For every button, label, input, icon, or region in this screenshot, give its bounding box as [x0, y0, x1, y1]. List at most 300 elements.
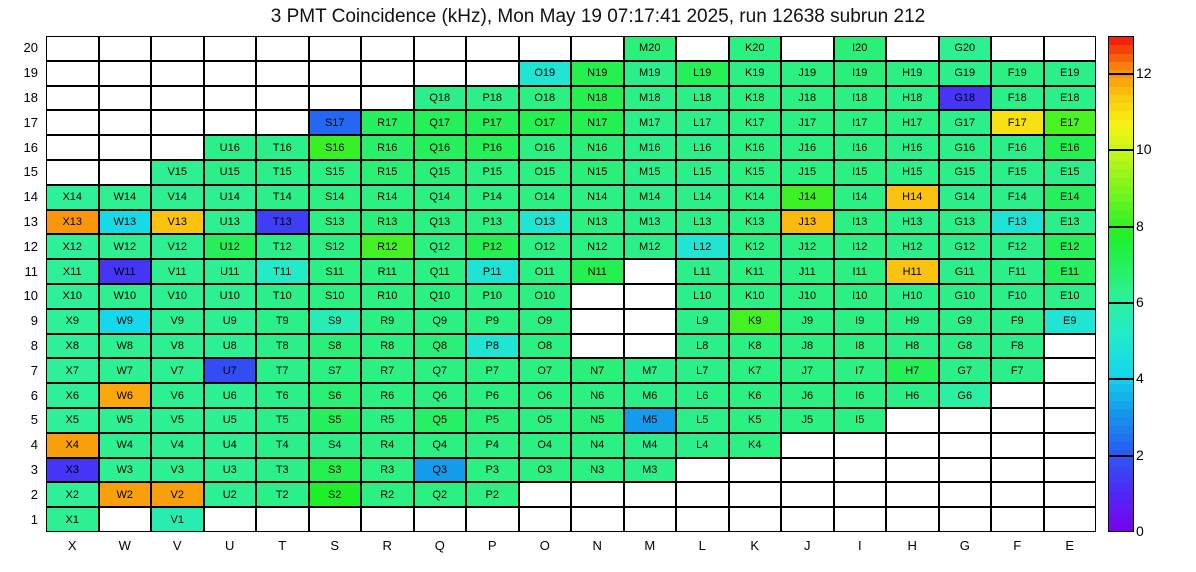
- heatmap-cell-f7: F7: [991, 358, 1044, 383]
- heatmap-cell-i5: I5: [834, 408, 887, 433]
- heatmap-cell-i7: I7: [834, 358, 887, 383]
- heatmap-cell-u3: U3: [204, 458, 257, 483]
- heatmap-cell-q10: Q10: [414, 284, 467, 309]
- heatmap-cell-k14: K14: [729, 185, 782, 210]
- heatmap-cell-r17: R17: [361, 110, 414, 135]
- x-tick-V: V: [172, 538, 182, 553]
- colorbar-tick-mark-4: [1108, 378, 1134, 380]
- heatmap-cell-w2: W2: [99, 482, 152, 507]
- heatmap-cell-h19: H19: [886, 61, 939, 86]
- heatmap-cell-k19: K19: [729, 61, 782, 86]
- heatmap-cell-p7: P7: [466, 358, 519, 383]
- heatmap-cell: [991, 482, 1044, 507]
- heatmap-cell-l8: L8: [676, 334, 729, 359]
- heatmap-cell: [1044, 458, 1097, 483]
- heatmap-cell: [676, 36, 729, 61]
- heatmap-cell-k20: K20: [729, 36, 782, 61]
- heatmap-cell-n13: N13: [571, 210, 624, 235]
- heatmap-cell: [151, 110, 204, 135]
- heatmap-cell: [519, 507, 572, 532]
- heatmap-cell-u16: U16: [204, 135, 257, 160]
- heatmap-cell: [624, 309, 677, 334]
- heatmap-cell-l11: L11: [676, 259, 729, 284]
- colorbar-segment: [1109, 525, 1133, 532]
- heatmap-cell-t14: T14: [256, 185, 309, 210]
- heatmap-cell-f19: F19: [991, 61, 1044, 86]
- x-tick-U: U: [225, 538, 235, 553]
- heatmap-cell-w13: W13: [99, 210, 152, 235]
- heatmap-cell-r7: R7: [361, 358, 414, 383]
- heatmap-cell: [571, 36, 624, 61]
- heatmap-cell: [46, 135, 99, 160]
- heatmap-cell-e12: E12: [1044, 234, 1097, 259]
- y-tick-19: 19: [23, 65, 38, 81]
- heatmap-cell-f11: F11: [991, 259, 1044, 284]
- heatmap-cell-g7: G7: [939, 358, 992, 383]
- heatmap-cell-q17: Q17: [414, 110, 467, 135]
- heatmap-cell: [256, 110, 309, 135]
- heatmap-cell-i20: I20: [834, 36, 887, 61]
- heatmap-cell-m17: M17: [624, 110, 677, 135]
- heatmap-cell-i9: I9: [834, 309, 887, 334]
- heatmap-cell-n12: N12: [571, 234, 624, 259]
- heatmap-cell-g8: G8: [939, 334, 992, 359]
- heatmap-cell: [1044, 433, 1097, 458]
- heatmap-cell-l10: L10: [676, 284, 729, 309]
- x-tick-P: P: [487, 538, 497, 553]
- heatmap-cell-s17: S17: [309, 110, 362, 135]
- heatmap-cell-l18: L18: [676, 86, 729, 111]
- heatmap-cell-u14: U14: [204, 185, 257, 210]
- heatmap-cell-k5: K5: [729, 408, 782, 433]
- heatmap-cell-t2: T2: [256, 482, 309, 507]
- heatmap-cell-h15: H15: [886, 160, 939, 185]
- heatmap-cell-k11: K11: [729, 259, 782, 284]
- heatmap-cell: [939, 408, 992, 433]
- heatmap-cell-m7: M7: [624, 358, 677, 383]
- heatmap-cell-u8: U8: [204, 334, 257, 359]
- heatmap-cell-p13: P13: [466, 210, 519, 235]
- heatmap-cell-j12: J12: [781, 234, 834, 259]
- heatmap-cell-m13: M13: [624, 210, 677, 235]
- heatmap-cell-q4: Q4: [414, 433, 467, 458]
- heatmap-cell-f12: F12: [991, 234, 1044, 259]
- x-tick-J: J: [804, 538, 811, 553]
- colorbar-tick-mark-12: [1108, 73, 1134, 75]
- x-tick-W: W: [118, 538, 131, 553]
- colorbar-tick-mark-6: [1108, 302, 1134, 304]
- colorbar-tick-mark-8: [1108, 226, 1134, 228]
- heatmap-cell-i18: I18: [834, 86, 887, 111]
- heatmap-cell: [781, 482, 834, 507]
- heatmap-cell-x5: X5: [46, 408, 99, 433]
- heatmap-cell-k9: K9: [729, 309, 782, 334]
- y-tick-16: 16: [23, 139, 38, 155]
- heatmap-cell: [624, 507, 677, 532]
- heatmap-cell: [939, 458, 992, 483]
- heatmap-cell: [571, 482, 624, 507]
- heatmap-cell-u6: U6: [204, 383, 257, 408]
- heatmap-cell: [361, 36, 414, 61]
- heatmap-cell-p3: P3: [466, 458, 519, 483]
- heatmap-cell-k15: K15: [729, 160, 782, 185]
- heatmap-cell-x11: X11: [46, 259, 99, 284]
- heatmap-cell-k12: K12: [729, 234, 782, 259]
- y-tick-2: 2: [30, 486, 38, 502]
- heatmap-cell-h11: H11: [886, 259, 939, 284]
- x-tick-Q: Q: [434, 538, 445, 553]
- heatmap-cell-l14: L14: [676, 185, 729, 210]
- heatmap-cell-t8: T8: [256, 334, 309, 359]
- heatmap-cell: [361, 61, 414, 86]
- heatmap-cell-x2: X2: [46, 482, 99, 507]
- heatmap-cell-v13: V13: [151, 210, 204, 235]
- heatmap-cell-g18: G18: [939, 86, 992, 111]
- heatmap-cell-s5: S5: [309, 408, 362, 433]
- heatmap-cell-i16: I16: [834, 135, 887, 160]
- colorbar-tick-label-6: 6: [1136, 294, 1144, 311]
- heatmap-cell: [676, 482, 729, 507]
- heatmap-cell-p6: P6: [466, 383, 519, 408]
- heatmap-cell-o5: O5: [519, 408, 572, 433]
- heatmap-cell-w10: W10: [99, 284, 152, 309]
- heatmap-cell-u10: U10: [204, 284, 257, 309]
- heatmap-cell: [99, 110, 152, 135]
- heatmap-cell-h16: H16: [886, 135, 939, 160]
- heatmap-cell-t9: T9: [256, 309, 309, 334]
- heatmap-cell-p2: P2: [466, 482, 519, 507]
- heatmap-cell-p9: P9: [466, 309, 519, 334]
- heatmap-cell: [361, 86, 414, 111]
- heatmap-cell-k16: K16: [729, 135, 782, 160]
- x-tick-F: F: [1013, 538, 1022, 553]
- heatmap-cell-s3: S3: [309, 458, 362, 483]
- heatmap-cell-t6: T6: [256, 383, 309, 408]
- x-tick-N: N: [592, 538, 602, 553]
- heatmap-cell-k4: K4: [729, 433, 782, 458]
- y-tick-11: 11: [24, 263, 38, 279]
- heatmap-cell-p8: P8: [466, 334, 519, 359]
- heatmap-cell-i6: I6: [834, 383, 887, 408]
- heatmap-cell-t16: T16: [256, 135, 309, 160]
- heatmap-cell-k6: K6: [729, 383, 782, 408]
- heatmap-cell-g19: G19: [939, 61, 992, 86]
- heatmap-cell-o4: O4: [519, 433, 572, 458]
- heatmap-cell-h17: H17: [886, 110, 939, 135]
- heatmap-cell-k17: K17: [729, 110, 782, 135]
- heatmap-cell-v7: V7: [151, 358, 204, 383]
- heatmap-cell-j18: J18: [781, 86, 834, 111]
- heatmap-cell: [361, 507, 414, 532]
- colorbar-tick-label-12: 12: [1136, 65, 1152, 82]
- heatmap-cell: [204, 507, 257, 532]
- heatmap-cell-n5: N5: [571, 408, 624, 433]
- heatmap-cell-v12: V12: [151, 234, 204, 259]
- colorbar-tick-mark-2: [1108, 455, 1134, 457]
- heatmap-cell: [991, 433, 1044, 458]
- heatmap-cell: [939, 433, 992, 458]
- heatmap-cell-l9: L9: [676, 309, 729, 334]
- heatmap-cell-n19: N19: [571, 61, 624, 86]
- heatmap-cell-i15: I15: [834, 160, 887, 185]
- heatmap-cell-q14: Q14: [414, 185, 467, 210]
- heatmap-cell-f15: F15: [991, 160, 1044, 185]
- heatmap-cell: [571, 334, 624, 359]
- heatmap-cell: [991, 383, 1044, 408]
- heatmap-cell: [151, 36, 204, 61]
- heatmap-cell-j10: J10: [781, 284, 834, 309]
- x-tick-R: R: [382, 538, 392, 553]
- heatmap-cell-s14: S14: [309, 185, 362, 210]
- heatmap-cell-f8: F8: [991, 334, 1044, 359]
- heatmap-cell-h6: H6: [886, 383, 939, 408]
- y-tick-7: 7: [30, 362, 38, 378]
- heatmap-cell-r10: R10: [361, 284, 414, 309]
- heatmap-cell: [99, 135, 152, 160]
- heatmap-cell: [939, 482, 992, 507]
- heatmap-cell-s4: S4: [309, 433, 362, 458]
- heatmap-cell-f17: F17: [991, 110, 1044, 135]
- heatmap-cell-i17: I17: [834, 110, 887, 135]
- heatmap-cell: [624, 284, 677, 309]
- heatmap-cell-u13: U13: [204, 210, 257, 235]
- heatmap-cell: [1044, 358, 1097, 383]
- colorbar: [1108, 36, 1134, 532]
- y-tick-3: 3: [30, 462, 38, 477]
- heatmap-cell-p17: P17: [466, 110, 519, 135]
- heatmap-cell: [46, 61, 99, 86]
- heatmap-cell-o13: O13: [519, 210, 572, 235]
- heatmap-plot-area: [46, 36, 1096, 532]
- heatmap-cell-j8: J8: [781, 334, 834, 359]
- heatmap-cell-s8: S8: [309, 334, 362, 359]
- heatmap-cell-r9: R9: [361, 309, 414, 334]
- heatmap-cell-x7: X7: [46, 358, 99, 383]
- heatmap-cell: [99, 86, 152, 111]
- heatmap-cell: [886, 36, 939, 61]
- heatmap-cell-t10: T10: [256, 284, 309, 309]
- heatmap-cell-h14: H14: [886, 185, 939, 210]
- heatmap-cell-o3: O3: [519, 458, 572, 483]
- heatmap-cell-m12: M12: [624, 234, 677, 259]
- y-tick-20: 20: [23, 40, 38, 56]
- heatmap-cell: [886, 408, 939, 433]
- heatmap-cell: [834, 458, 887, 483]
- heatmap-cell-g14: G14: [939, 185, 992, 210]
- x-tick-G: G: [959, 538, 970, 553]
- heatmap-cell-h18: H18: [886, 86, 939, 111]
- heatmap-cell-w6: W6: [99, 383, 152, 408]
- heatmap-cell-n3: N3: [571, 458, 624, 483]
- heatmap-cell-p12: P12: [466, 234, 519, 259]
- heatmap-cell: [781, 36, 834, 61]
- x-tick-X: X: [67, 538, 77, 553]
- heatmap-cell-n11: N11: [571, 259, 624, 284]
- y-tick-1: 1: [30, 511, 38, 527]
- heatmap-cell: [939, 507, 992, 532]
- heatmap-cell-l5: L5: [676, 408, 729, 433]
- heatmap-cell: [1044, 408, 1097, 433]
- heatmap-cell-f18: F18: [991, 86, 1044, 111]
- heatmap-cell-e9: E9: [1044, 309, 1097, 334]
- heatmap-cell-e10: E10: [1044, 284, 1097, 309]
- heatmap-cell-m5: M5: [624, 408, 677, 433]
- heatmap-cell-x4: X4: [46, 433, 99, 458]
- heatmap-cell: [151, 61, 204, 86]
- heatmap-cell-q18: Q18: [414, 86, 467, 111]
- heatmap-cell-u9: U9: [204, 309, 257, 334]
- heatmap-cell-t11: T11: [256, 259, 309, 284]
- heatmap-cell: [46, 160, 99, 185]
- x-tick-T: T: [278, 538, 287, 553]
- heatmap-cell-w5: W5: [99, 408, 152, 433]
- heatmap-cell: [834, 433, 887, 458]
- heatmap-cell-k13: K13: [729, 210, 782, 235]
- heatmap-cell: [834, 482, 887, 507]
- heatmap-cell-q8: Q8: [414, 334, 467, 359]
- heatmap-cell-s9: S9: [309, 309, 362, 334]
- heatmap-cell-v6: V6: [151, 383, 204, 408]
- heatmap-cell: [991, 36, 1044, 61]
- heatmap-cell-j15: J15: [781, 160, 834, 185]
- heatmap-cell: [99, 36, 152, 61]
- y-tick-9: 9: [30, 313, 38, 329]
- heatmap-cell-h10: H10: [886, 284, 939, 309]
- y-tick-5: 5: [30, 412, 38, 428]
- heatmap-cell-o8: O8: [519, 334, 572, 359]
- heatmap-cell: [729, 507, 782, 532]
- heatmap-cell-g6: G6: [939, 383, 992, 408]
- heatmap-cell-v15: V15: [151, 160, 204, 185]
- heatmap-cell-q9: Q9: [414, 309, 467, 334]
- heatmap-cell: [676, 507, 729, 532]
- heatmap-cell-o14: O14: [519, 185, 572, 210]
- heatmap-cell-v14: V14: [151, 185, 204, 210]
- heatmap-cell-v10: V10: [151, 284, 204, 309]
- heatmap-cell-q3: Q3: [414, 458, 467, 483]
- heatmap-cell-r3: R3: [361, 458, 414, 483]
- heatmap-cell: [1044, 482, 1097, 507]
- heatmap-cell-v9: V9: [151, 309, 204, 334]
- heatmap-cell: [834, 507, 887, 532]
- heatmap-cell: [571, 507, 624, 532]
- heatmap-cell: [519, 36, 572, 61]
- heatmap-cell-r15: R15: [361, 160, 414, 185]
- heatmap-cell-r6: R6: [361, 383, 414, 408]
- heatmap-cell-e13: E13: [1044, 210, 1097, 235]
- heatmap-cell-r8: R8: [361, 334, 414, 359]
- heatmap-cell-k18: K18: [729, 86, 782, 111]
- heatmap-cell-q13: Q13: [414, 210, 467, 235]
- heatmap-cell-v8: V8: [151, 334, 204, 359]
- heatmap-cell-m16: M16: [624, 135, 677, 160]
- heatmap-cell-o11: O11: [519, 259, 572, 284]
- y-tick-8: 8: [30, 338, 38, 353]
- x-tick-H: H: [907, 538, 917, 553]
- x-tick-L: L: [698, 538, 706, 553]
- heatmap-cell: [466, 36, 519, 61]
- heatmap-cell: [886, 433, 939, 458]
- heatmap-cell-e14: E14: [1044, 185, 1097, 210]
- heatmap-cell: [99, 507, 152, 532]
- heatmap-cell-u12: U12: [204, 234, 257, 259]
- heatmap-cell: [204, 110, 257, 135]
- heatmap-cell-m3: M3: [624, 458, 677, 483]
- heatmap-cell-s2: S2: [309, 482, 362, 507]
- heatmap-cell: [151, 135, 204, 160]
- heatmap-cell: [46, 86, 99, 111]
- heatmap-cell: [309, 61, 362, 86]
- heatmap-cell-m18: M18: [624, 86, 677, 111]
- heatmap-cell-e18: E18: [1044, 86, 1097, 111]
- heatmap-cell-t13: T13: [256, 210, 309, 235]
- heatmap-cell: [991, 507, 1044, 532]
- heatmap-cell-p5: P5: [466, 408, 519, 433]
- heatmap-cell-g15: G15: [939, 160, 992, 185]
- heatmap-cell-q2: Q2: [414, 482, 467, 507]
- heatmap-cell-p14: P14: [466, 185, 519, 210]
- heatmap-cell-k7: K7: [729, 358, 782, 383]
- heatmap-cell: [256, 61, 309, 86]
- heatmap-cell: [309, 86, 362, 111]
- heatmap-cell-j16: J16: [781, 135, 834, 160]
- heatmap-cell-r2: R2: [361, 482, 414, 507]
- heatmap-cell-w3: W3: [99, 458, 152, 483]
- y-tick-10: 10: [23, 288, 38, 304]
- heatmap-cell-v1: V1: [151, 507, 204, 532]
- heatmap-cell: [571, 284, 624, 309]
- heatmap-cell: [99, 61, 152, 86]
- heatmap-cell-m4: M4: [624, 433, 677, 458]
- heatmap-cell-j14: J14: [781, 185, 834, 210]
- heatmap-cell-i11: I11: [834, 259, 887, 284]
- heatmap-cell-u4: U4: [204, 433, 257, 458]
- x-tick-O: O: [539, 538, 550, 553]
- heatmap-cell-e11: E11: [1044, 259, 1097, 284]
- y-tick-15: 15: [23, 164, 38, 180]
- heatmap-cell-i13: I13: [834, 210, 887, 235]
- heatmap-cell-l7: L7: [676, 358, 729, 383]
- heatmap-cell-u11: U11: [204, 259, 257, 284]
- heatmap-cell-q6: Q6: [414, 383, 467, 408]
- colorbar-tick-label-10: 10: [1136, 141, 1152, 158]
- heatmap-cell-u7: U7: [204, 358, 257, 383]
- heatmap-cell-l4: L4: [676, 433, 729, 458]
- y-tick-18: 18: [23, 90, 38, 105]
- heatmap-cell-r11: R11: [361, 259, 414, 284]
- heatmap-cell: [624, 482, 677, 507]
- heatmap-cell-s13: S13: [309, 210, 362, 235]
- heatmap-cell-j7: J7: [781, 358, 834, 383]
- heatmap-cell: [729, 458, 782, 483]
- heatmap-cell-m15: M15: [624, 160, 677, 185]
- heatmap-cell-o12: O12: [519, 234, 572, 259]
- heatmap-cell: [886, 482, 939, 507]
- heatmap-cell-e17: E17: [1044, 110, 1097, 135]
- heatmap-cell-f14: F14: [991, 185, 1044, 210]
- heatmap-cell-k8: K8: [729, 334, 782, 359]
- heatmap-cell-j11: J11: [781, 259, 834, 284]
- heatmap-cell-w9: W9: [99, 309, 152, 334]
- heatmap-cell-q7: Q7: [414, 358, 467, 383]
- heatmap-cell-q5: Q5: [414, 408, 467, 433]
- heatmap-cell-r13: R13: [361, 210, 414, 235]
- heatmap-cell: [886, 458, 939, 483]
- heatmap-cell-i10: I10: [834, 284, 887, 309]
- heatmap-cell-q12: Q12: [414, 234, 467, 259]
- heatmap-cell-h13: H13: [886, 210, 939, 235]
- heatmap-cell-n15: N15: [571, 160, 624, 185]
